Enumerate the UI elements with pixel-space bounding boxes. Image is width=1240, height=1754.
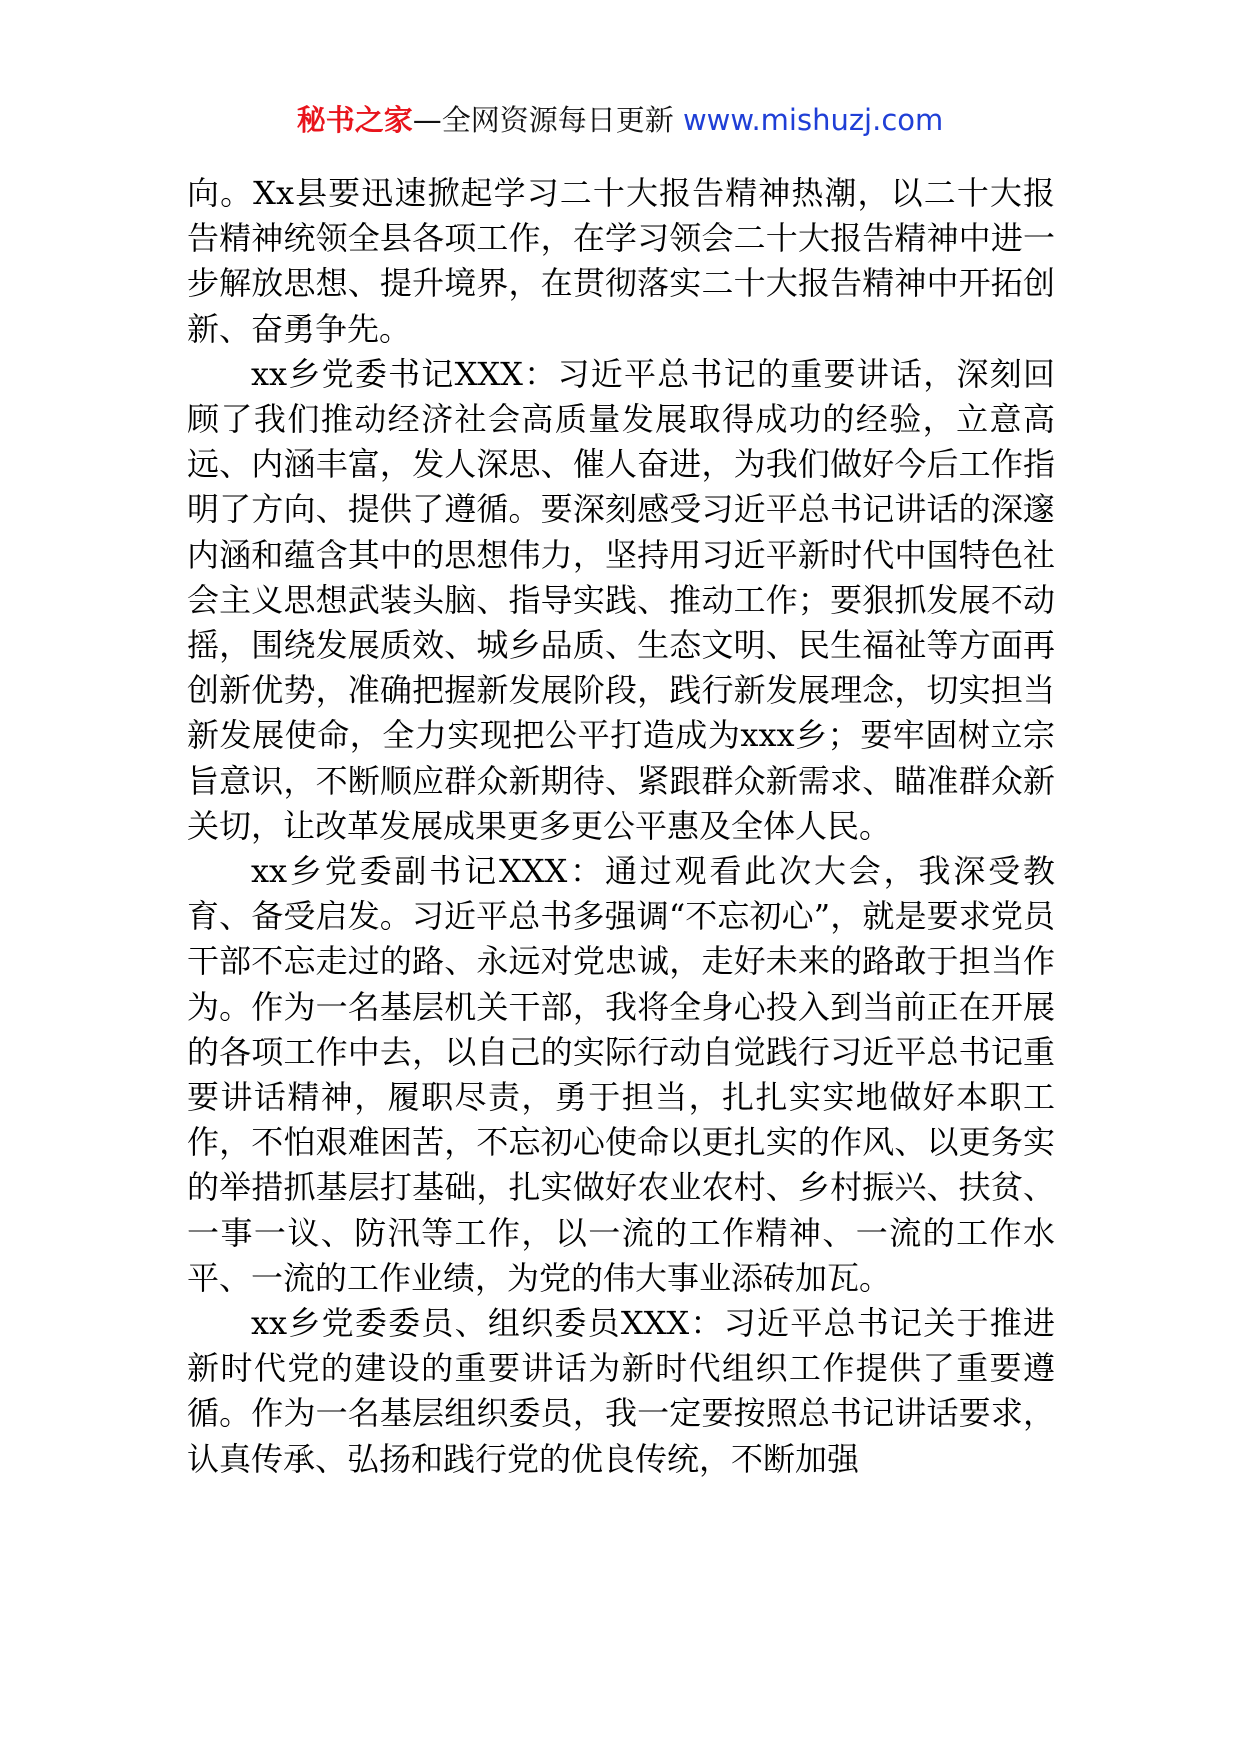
header-tagline: —全网资源每日更新 bbox=[412, 103, 683, 137]
brand-name: 秘书之家 bbox=[296, 103, 413, 137]
paragraph-2: xx乡党委书记XXX：习近平总书记的重要讲话，深刻回顾了我们推动经济社会高质量发展取得成功的经验，立意高远、内涵丰富，发人深思、催人奋进，为我们做好今后工作指明了方向、提供了遵循。要深刻感受习近平总书记讲话的深邃内涵和蕴含其中的思想伟力，坚持用习近平新时代中国特色社会主义思想武装头脑、指导实践、推动工作；要狠抓发展不动摇，围绕发展质效、城乡品质、生态文明、民生福祉等方面再创新优势，准确把握新发展阶段，践行新发展理念，切实担当新发展使命，全力实现把公平打造成为xxx乡；要牢固树立宗旨意识，不断顺应群众新期待、紧跟群众新需求、瞄准群众新关切，让改革发展成果更多更公平惠及全体人民。 bbox=[187, 354, 1055, 845]
site-url[interactable]: www.mishuzj.com bbox=[682, 103, 944, 137]
page-header bbox=[0, 100, 1240, 140]
paragraph-4: xx乡党委委员、组织委员XXX：习近平总书记关于推进新时代党的建设的重要讲话为新时代组织工作提供了重要遵循。作为一名基层组织委员，我一定要按照总书记讲话要求，认真传承、弘扬和践行党的优良传统，不断加强 bbox=[187, 1304, 1055, 1478]
paragraph-1: 向。Xx县要迅速掀起学习二十大报告精神热潮，以二十大报告精神统领全县各项工作，在学习领会二十大报告精神中进一步解放思想、提升境界，在贯彻落实二十大报告精神中开拓创新、奋勇争先。 bbox=[187, 174, 1055, 348]
document-body bbox=[187, 171, 1055, 1482]
paragraph-3: xx乡党委副书记XXX：通过观看此次大会，我深受教育、备受启发。习近平总书多强调“不忘初心”，就是要求党员干部不忘走过的路、永远对党忠诚，走好未来的路敢于担当作为。作为一名基层机关干部，我将全身心投入到当前正在开展的各项工作中去，以自己的实际行动自觉践行习近平总书记重要讲话精神，履职尽责，勇于担当，扎扎实实地做好本职工作，不怕艰难困苦，不忘初心使命以更扎实的作风、以更务实的举措抓基层打基础，扎实做好农业农村、乡村振兴、扶贫、一事一议、防汛等工作，以一流的工作精神、一流的工作水平、一流的工作业绩，为党的伟大事业添砖加瓦。 bbox=[187, 852, 1055, 1297]
